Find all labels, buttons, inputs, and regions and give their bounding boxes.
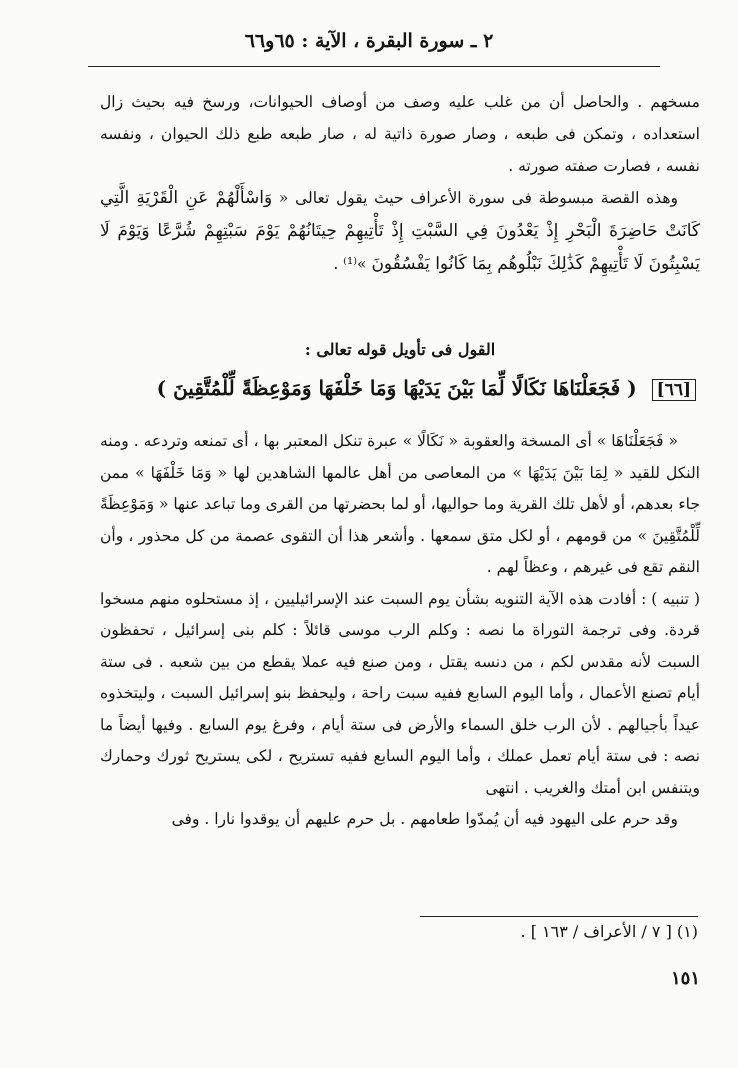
commentary [100, 426, 700, 836]
paragraph-1: مسخهم . والحاصل أن من غلب عليه وصف من أوصاف الحيوانات، ورسخ فيه بحيث زال استعداده ، وتمكن فى طبعه ، وصار صورة ذاتية له ، صار طبعه طبع ذلك الحيوان ، ونفسه نفسه ، فصارت صفته صورته . [100, 93, 700, 175]
commentary-paragraph-1: « فَجَعَلْنَاهَا » أى المسخة والعقوبة « نَكَالًا » عبرة تنكل المعتبر بها ، أى تمنعه وتردعه . ومنه النكل للقيد « لِمَا بَيْنَ يَدَيْهَا » من المعاصى من أهل عالمها الشاهدين لها « وَمَا خَلْفَهَا » ممن جاء بعدهم، أو لأهل تلك القرية وما حواليها، أو لما بحضرتها من القرى وما تباعد عنها « وَمَوْعِظَةً لِّلْمُتَّقِينَ » من قومهم ، أو لكل متق سمعها . وأشعر هذا أن التقوى عصمة من كل محذور ، وأن النقم تقع فى غيرهم ، وعظاً لهم . [100, 432, 700, 576]
section-title: القول فى تأويل قوله تعالى : [304, 340, 496, 359]
page-number: ١٥١ [670, 968, 700, 989]
commentary-paragraph-3: وقد حرم على اليهود فيه أن يُمدّوا طعامهم . بل حرم عليهم أن يوقدوا نارا . وفى [171, 810, 678, 828]
paragraph-2-intro: وهذه القصة مبسوطة فى سورة الأعراف حيث يقول تعالى « [272, 189, 678, 207]
footnote: (١) [ ٧ / الأعراف / ١٦٣ ] . [520, 922, 698, 941]
commentary-paragraph-2: ( تنبيه ) : أفادت هذه الآية التنويه بشأن يوم السبت عند الإسرائيليين ، إذ مستحلوه منهم مسخوا قردة. وفى ترجمة التوراة ما نصه : وكلم الرب موسى قائلاً : كلم بنى إسرائيل ، تحفظون السبت لأنه مقدس لكم ، من دنسه يقتل ، ومن صنع فيه عملا يقطع من بين شعبه . فى ستة أيام تصنع الأعمال ، وأما اليوم السابع ففيه سبت راحة ، وليحفظ بنو إسرائيل السبت ، وليتخذوه عيداً بأجيالهم . لأن الرب خلق السماء والأرض فى ستة أيام ، وفرغ يوم السابع . وفيها أيضاً ما نصه : فى ستة أيام تعمل عملك ، وأما اليوم السابع ففيه تستريح ، لكى يستريح ثورك وحمارك ويتنفس ابن أمتك والغريب . انتهى [100, 589, 700, 797]
verse-text: ( فَجَعَلْنَاهَا نَكَالًا لِّمَا بَيْنَ يَدَيْهَا وَمَا خَلْفَهَا وَمَوْعِظَةً لِّلْمُتَّقِينَ ) [156, 376, 637, 400]
quran-quote: وَاسْأَلْهُمْ عَنِ الْقَرْيَةِ الَّتِي كَانَتْ حَاضِرَةَ الْبَحْرِ إِذْ يَعْدُونَ فِي السَّبْتِ إِذْ تَأْتِيهِمْ حِيتَانُهُمْ يَوْمَ سَبْتِهِمْ شُرَّعًا وَيَوْمَ لَا يَسْبِتُونَ لَا تَأْتِيهِمْ كَذَٰلِكَ نَبْلُوهُم بِمَا كَانُوا يَفْسُقُونَ [100, 188, 700, 274]
verse-block [108, 376, 696, 401]
paragraph-2-outro: »⁽¹⁾ . [333, 255, 372, 273]
running-header: ٢ ـ سورة البقرة ، الآية : ٦٥و٦٦ [244, 30, 494, 52]
paragraph-2 [100, 182, 700, 281]
header-divider [88, 66, 660, 67]
verse-number: [٦٦] [652, 379, 696, 401]
footnote-divider [420, 916, 698, 917]
body-text [100, 86, 700, 281]
